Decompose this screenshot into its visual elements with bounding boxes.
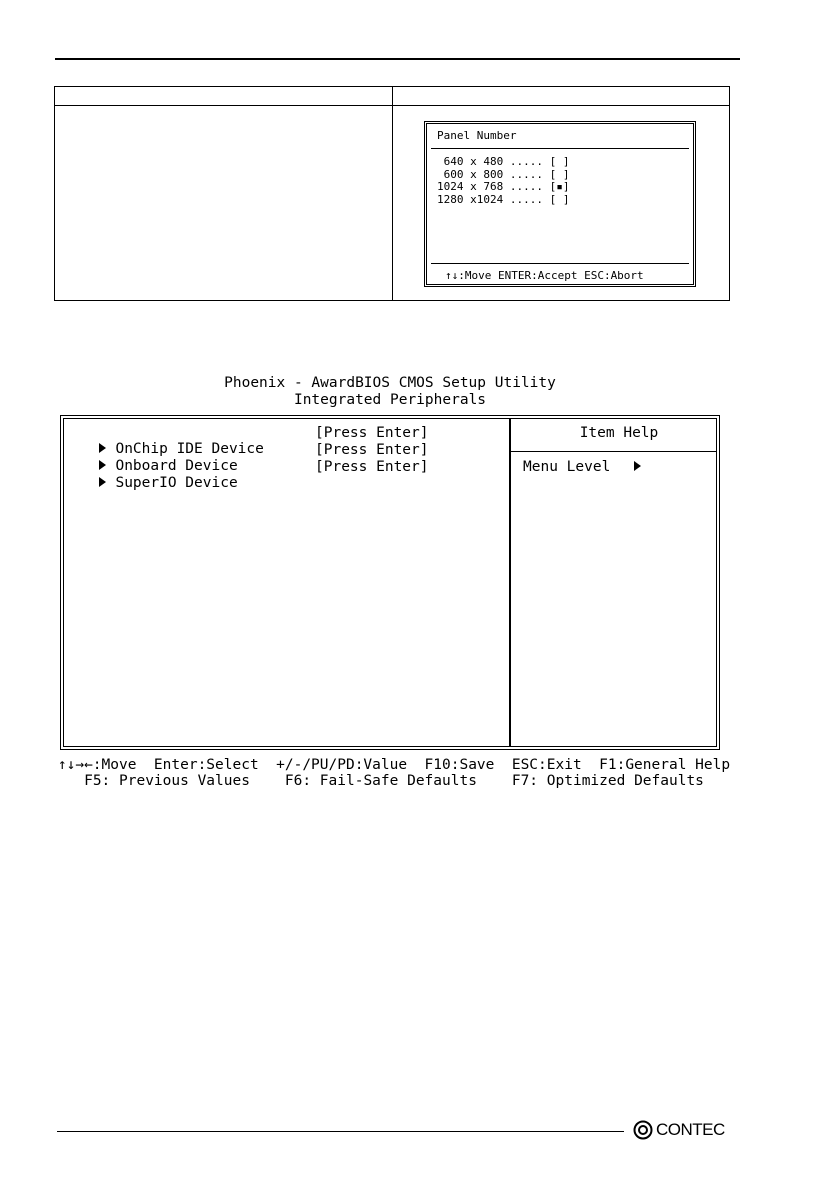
help-panel-divider (509, 419, 511, 746)
dialog-footer-keys: ↑↓:Move ENTER:Accept ESC:Abort (445, 269, 644, 282)
menu-item-label: SuperIO Device (115, 475, 238, 491)
contec-ring-logo-icon (633, 1120, 653, 1140)
contec-logo (633, 1120, 725, 1140)
menu-item-label: OnChip IDE Device (115, 441, 264, 457)
submenu-arrow-icon (99, 477, 106, 487)
key-legend-line-2: F5: Previous Values F6: Fail-Safe Defaults F7: Optimized Defaults (84, 773, 704, 789)
menu-level-label: Menu Level (523, 459, 611, 475)
menu-level-indicator (523, 459, 641, 475)
menu-item-onchip-ide[interactable] (82, 425, 429, 457)
menu-item-label: Onboard Device (115, 458, 238, 474)
item-help-title: Item Help (579, 425, 659, 441)
menu-level-arrow-icon (634, 461, 641, 471)
menu-item-value[interactable]: [Press Enter] (315, 425, 429, 441)
menu-item-value[interactable]: [Press Enter] (315, 459, 429, 475)
menu-item-onboard-device[interactable] (82, 442, 429, 474)
logo-text: CONTEC (656, 1120, 725, 1139)
bios-subtitle: Integrated Peripherals (293, 392, 487, 408)
table-column-divider (392, 87, 393, 300)
panel-options-list (437, 156, 569, 206)
dialog-title: Panel Number (437, 129, 517, 142)
key-legend-line-1: ↑↓→←:Move Enter:Select +/-/PU/PD:Value F10:Save ESC:Exit F1:General Help (57, 757, 731, 773)
panel-option-1024x768[interactable]: 1024 x 768 ..... [▪] (437, 180, 570, 194)
panel-option-640x480[interactable]: 640 x 480 ..... [ ] (437, 155, 570, 168)
help-title-rule (511, 451, 716, 452)
panel-number-dialog (424, 121, 696, 287)
bios-title: Phoenix - AwardBIOS CMOS Setup Utility (224, 375, 556, 391)
panel-option-1280x1024[interactable]: 1280 x1024 ..... [ ] (437, 192, 570, 206)
dialog-title-rule (431, 148, 689, 149)
panel-option-600x800[interactable]: 600 x 800 ..... [ ] (437, 167, 570, 181)
dialog-footer-rule (431, 263, 689, 264)
bottom-rule (57, 1131, 624, 1132)
top-rule (55, 58, 740, 60)
menu-item-value[interactable]: [Press Enter] (315, 442, 429, 458)
menu-item-superio-device[interactable] (82, 459, 429, 491)
